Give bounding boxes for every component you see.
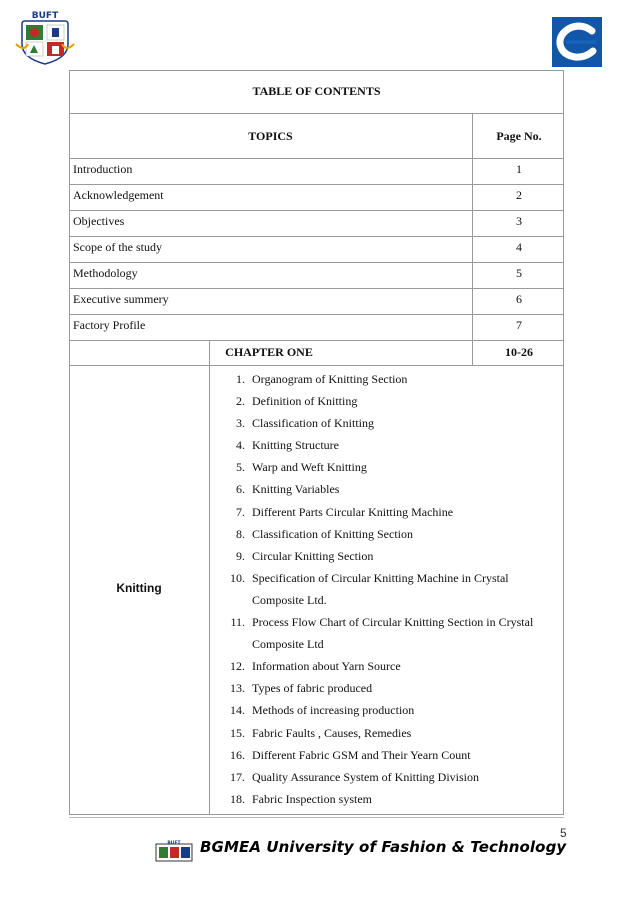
toc-row-page: 7	[472, 315, 565, 340]
footer-divider	[69, 817, 564, 818]
toc-row	[69, 262, 564, 288]
toc-row	[69, 184, 564, 210]
list-item: 5. Warp and Weft Knitting	[236, 460, 367, 475]
toc-row-page: 2	[472, 185, 565, 210]
university-crest-icon	[14, 8, 76, 66]
list-item: 7. Different Parts Circular Knitting Machine	[236, 504, 454, 519]
list-item: 1. Organogram of Knitting Section	[236, 372, 408, 386]
list-item: 11. Process Flow Chart of Circular Knitting Section in Crystal Composite Ltd	[230, 615, 534, 652]
footer-buft-logo-icon	[155, 840, 195, 862]
toc-row-page: 6	[472, 289, 565, 314]
knitting-topics-list	[225, 368, 560, 810]
toc-row	[69, 288, 564, 314]
toc-row-topic: Objectives	[73, 214, 125, 228]
list-item: 15. Fabric Faults , Causes, Remedies	[230, 725, 412, 740]
toc-row-page: 5	[472, 263, 565, 288]
topics-header: TOPICS	[248, 129, 293, 143]
list-item: 9. Circular Knitting Section	[236, 548, 374, 563]
list-item: 6. Knitting Variables	[236, 482, 340, 497]
toc-row-topic: Acknowledgement	[73, 188, 164, 202]
footer-logo-lettering: BUFT	[167, 841, 181, 846]
list-item: 18. Fabric Inspection system	[230, 791, 372, 806]
toc-header-row	[69, 113, 564, 158]
list-item: 8. Classification of Knitting Section	[236, 526, 413, 541]
crest-lettering: BUFT	[31, 11, 59, 21]
section-label-knitting: Knitting	[116, 581, 162, 595]
list-item: 16. Different Fabric GSM and Their Yearn Count	[230, 747, 471, 762]
chapter-pages: 10-26	[472, 341, 565, 365]
chapter-row	[69, 340, 564, 365]
toc-row	[69, 158, 564, 184]
toc-row-topic: Scope of the study	[73, 240, 162, 254]
list-item: 12. Information about Yarn Source	[230, 659, 401, 674]
toc-row-topic: Executive summery	[73, 292, 169, 306]
list-item: 14. Methods of increasing production	[230, 703, 415, 718]
list-item: 10. Specification of Circular Knitting Machine in Crystal Composite Ltd.	[230, 570, 509, 607]
toc-row	[69, 210, 564, 236]
toc-title: TABLE OF CONTENTS	[252, 84, 381, 98]
toc-row	[69, 236, 564, 262]
list-item: 3. Classification of Knitting	[236, 416, 374, 431]
toc-row-topic: Factory Profile	[73, 318, 146, 332]
knitting-divider	[209, 365, 210, 815]
company-c-logo-icon	[552, 17, 602, 67]
list-item: 13. Types of fabric produced	[230, 681, 373, 696]
page-header: Page No.	[472, 114, 565, 158]
toc-row-page: 1	[472, 159, 565, 184]
toc-row-topic: Introduction	[73, 162, 133, 176]
table-of-contents	[69, 70, 564, 818]
chapter-divider-left	[209, 340, 210, 365]
page-number: 5	[560, 826, 567, 840]
list-item: 2. Definition of Knitting	[236, 394, 358, 409]
toc-row-page: 3	[472, 211, 565, 236]
toc-row-topic: Methodology	[73, 266, 138, 280]
footer-university-name: BGMEA University of Fashion & Technology	[200, 838, 567, 856]
list-item: 4. Knitting Structure	[236, 438, 339, 453]
toc-row-page: 4	[472, 237, 565, 262]
list-item: 17. Quality Assurance System of Knitting Division	[230, 769, 479, 784]
chapter-title: CHAPTER ONE	[225, 345, 313, 359]
toc-row	[69, 314, 564, 340]
